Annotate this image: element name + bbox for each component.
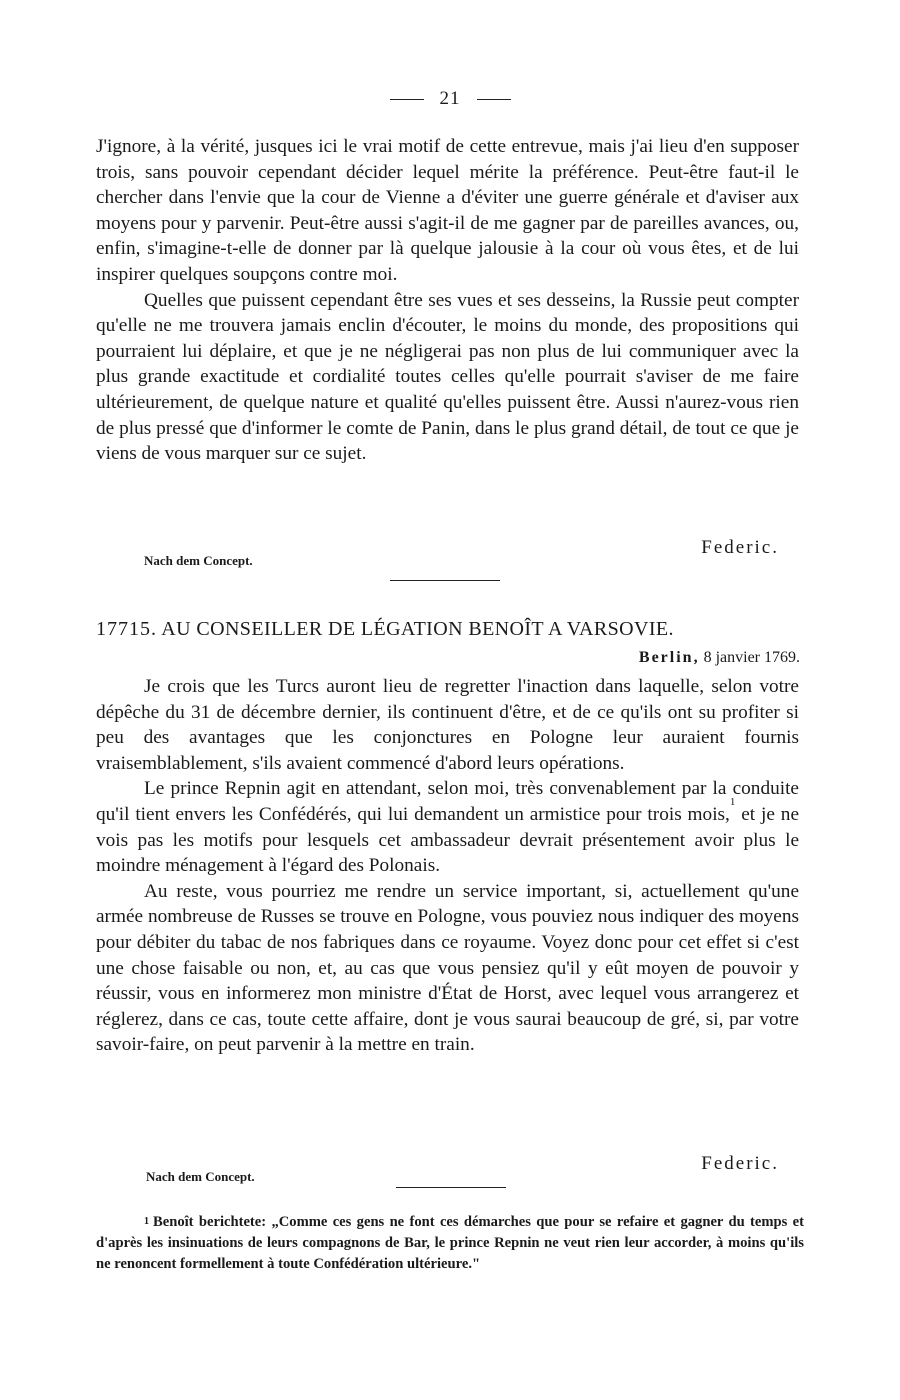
letter2-dateline xyxy=(639,649,800,667)
footnote-marker: 1 xyxy=(144,1216,149,1227)
footnote-divider xyxy=(396,1187,506,1188)
letter1-paragraph-2: Quelles que puissent cependant être ses vues et ses desseins, la Russie peut compter qu'elle ne me trouvera jamais enclin d'écouter, le moins du monde, des propositions qui pourraient lui déplaire, et que je ne négligerai pas non plus de lui communiquer avec la plus grande exactitude et cordialité toutes celles qu'elle pourrait s'aviser de me faire ultérieurement, de quelque nature et qualité qu'elles puissent être. Aussi n'aurez-vous rien de plus pressé que d'informer le comte de Panin, dans le plus grand détail, de tout ce que je viens de vous marquer sur ce sujet. xyxy=(96,289,799,465)
letter2-paragraph-2-text-a: Le prince Repnin agit en attendant, selon moi, très convenablement par la conduite qu'il tient envers les Confédérés, qui lui demandent un armistice pour trois mois, xyxy=(96,778,799,825)
letter2-title: AU CONSEILLER DE LÉGATION BENOÎT A VARSOVIE. xyxy=(161,618,674,640)
letter2-paragraph-3: Au reste, vous pourriez me rendre un service important, si, actuellement qu'une armée nombreuse de Russes se trouve en Pologne, vous pouviez nous indiquer des moyens pour débiter du tabac de nos fabriques dans ce royaume. Voyez donc pour cet effet si c'est une chose faisable ou non, et, au cas que vous pensiez qu'il y eût moyen de pouvoir y réussir, vous en informerez mon ministre d'État de Horst, avec lequel vous arrangerez et réglerez, dans ce cas, toute cette affaire, dont je vous saurai beaucoup de gré, si, par votre savoir-faire, on peut parvenir à la mettre en train. xyxy=(96,880,799,1056)
page-header xyxy=(0,88,900,110)
letter2-source-note: Nach dem Concept. xyxy=(146,1169,255,1184)
letter1-signature: Federic. xyxy=(701,537,779,558)
letter2-place: Berlin, xyxy=(638,649,700,666)
letter1-body xyxy=(96,134,799,467)
letter2-paragraph-2 xyxy=(96,776,799,878)
footnote xyxy=(96,1212,804,1274)
section-divider xyxy=(390,580,500,581)
letter1-source-note: Nach dem Concept. xyxy=(144,553,253,568)
page-number: 21 xyxy=(439,88,461,109)
letter2-number: 17715. xyxy=(96,618,157,640)
letter2-signature: Federic. xyxy=(701,1153,779,1174)
letter2-body xyxy=(96,674,799,1058)
header-dash-left xyxy=(390,99,424,100)
letter2-date: 8 janvier 1769. xyxy=(703,649,800,666)
letter2-paragraph-1: Je crois que les Turcs auront lieu de regretter l'inaction dans laquelle, selon votre dépêche du 31 de décembre dernier, ils continuent d'être, et de ce qu'ils ont su profiter si peu des avantages que les conjonctures en Pologne leur auraient fournis vraisemblablement, s'ils avaient commencé d'abord leurs opérations. xyxy=(96,676,799,774)
letter2-paragraph-2-text-b: et je ne vois pas les motifs pour lesquels cet ambassadeur devrait présentement avoir plus le moindre ménagement à l'égard des Polonais. xyxy=(96,803,799,877)
footnote-text: Benoît berichtete: „Comme ces gens ne font ces démarches que pour se refaire et gagner du temps et d'après les insinuations de leurs compagnons de Bar, le prince Repnin ne veut rien leur accorder, à moins qu'ils ne renoncent formellement à toute Confédération ultérieure." xyxy=(96,1214,804,1272)
footnote-reference: 1 xyxy=(729,795,736,808)
letter1-paragraph-1: J'ignore, à la vérité, jusques ici le vrai motif de cette entrevue, mais j'ai lieu d'en supposer trois, sans pouvoir cependant décider lequel mérite la préférence. Peut-être faut-il le chercher dans l'envie que la cour de Vienne a d'éviter une guerre générale et d'aviser aux moyens pour y parvenir. Peut-être aussi s'agit-il de me gagner par de pareilles avances, ou, enfin, s'imagine-t-elle de donner par là quelque jalousie à la cour où vous êtes, et de lui inspirer quelques soupçons contre moi. xyxy=(96,136,799,285)
letter2-heading xyxy=(96,618,799,641)
header-dash-right xyxy=(477,99,511,100)
